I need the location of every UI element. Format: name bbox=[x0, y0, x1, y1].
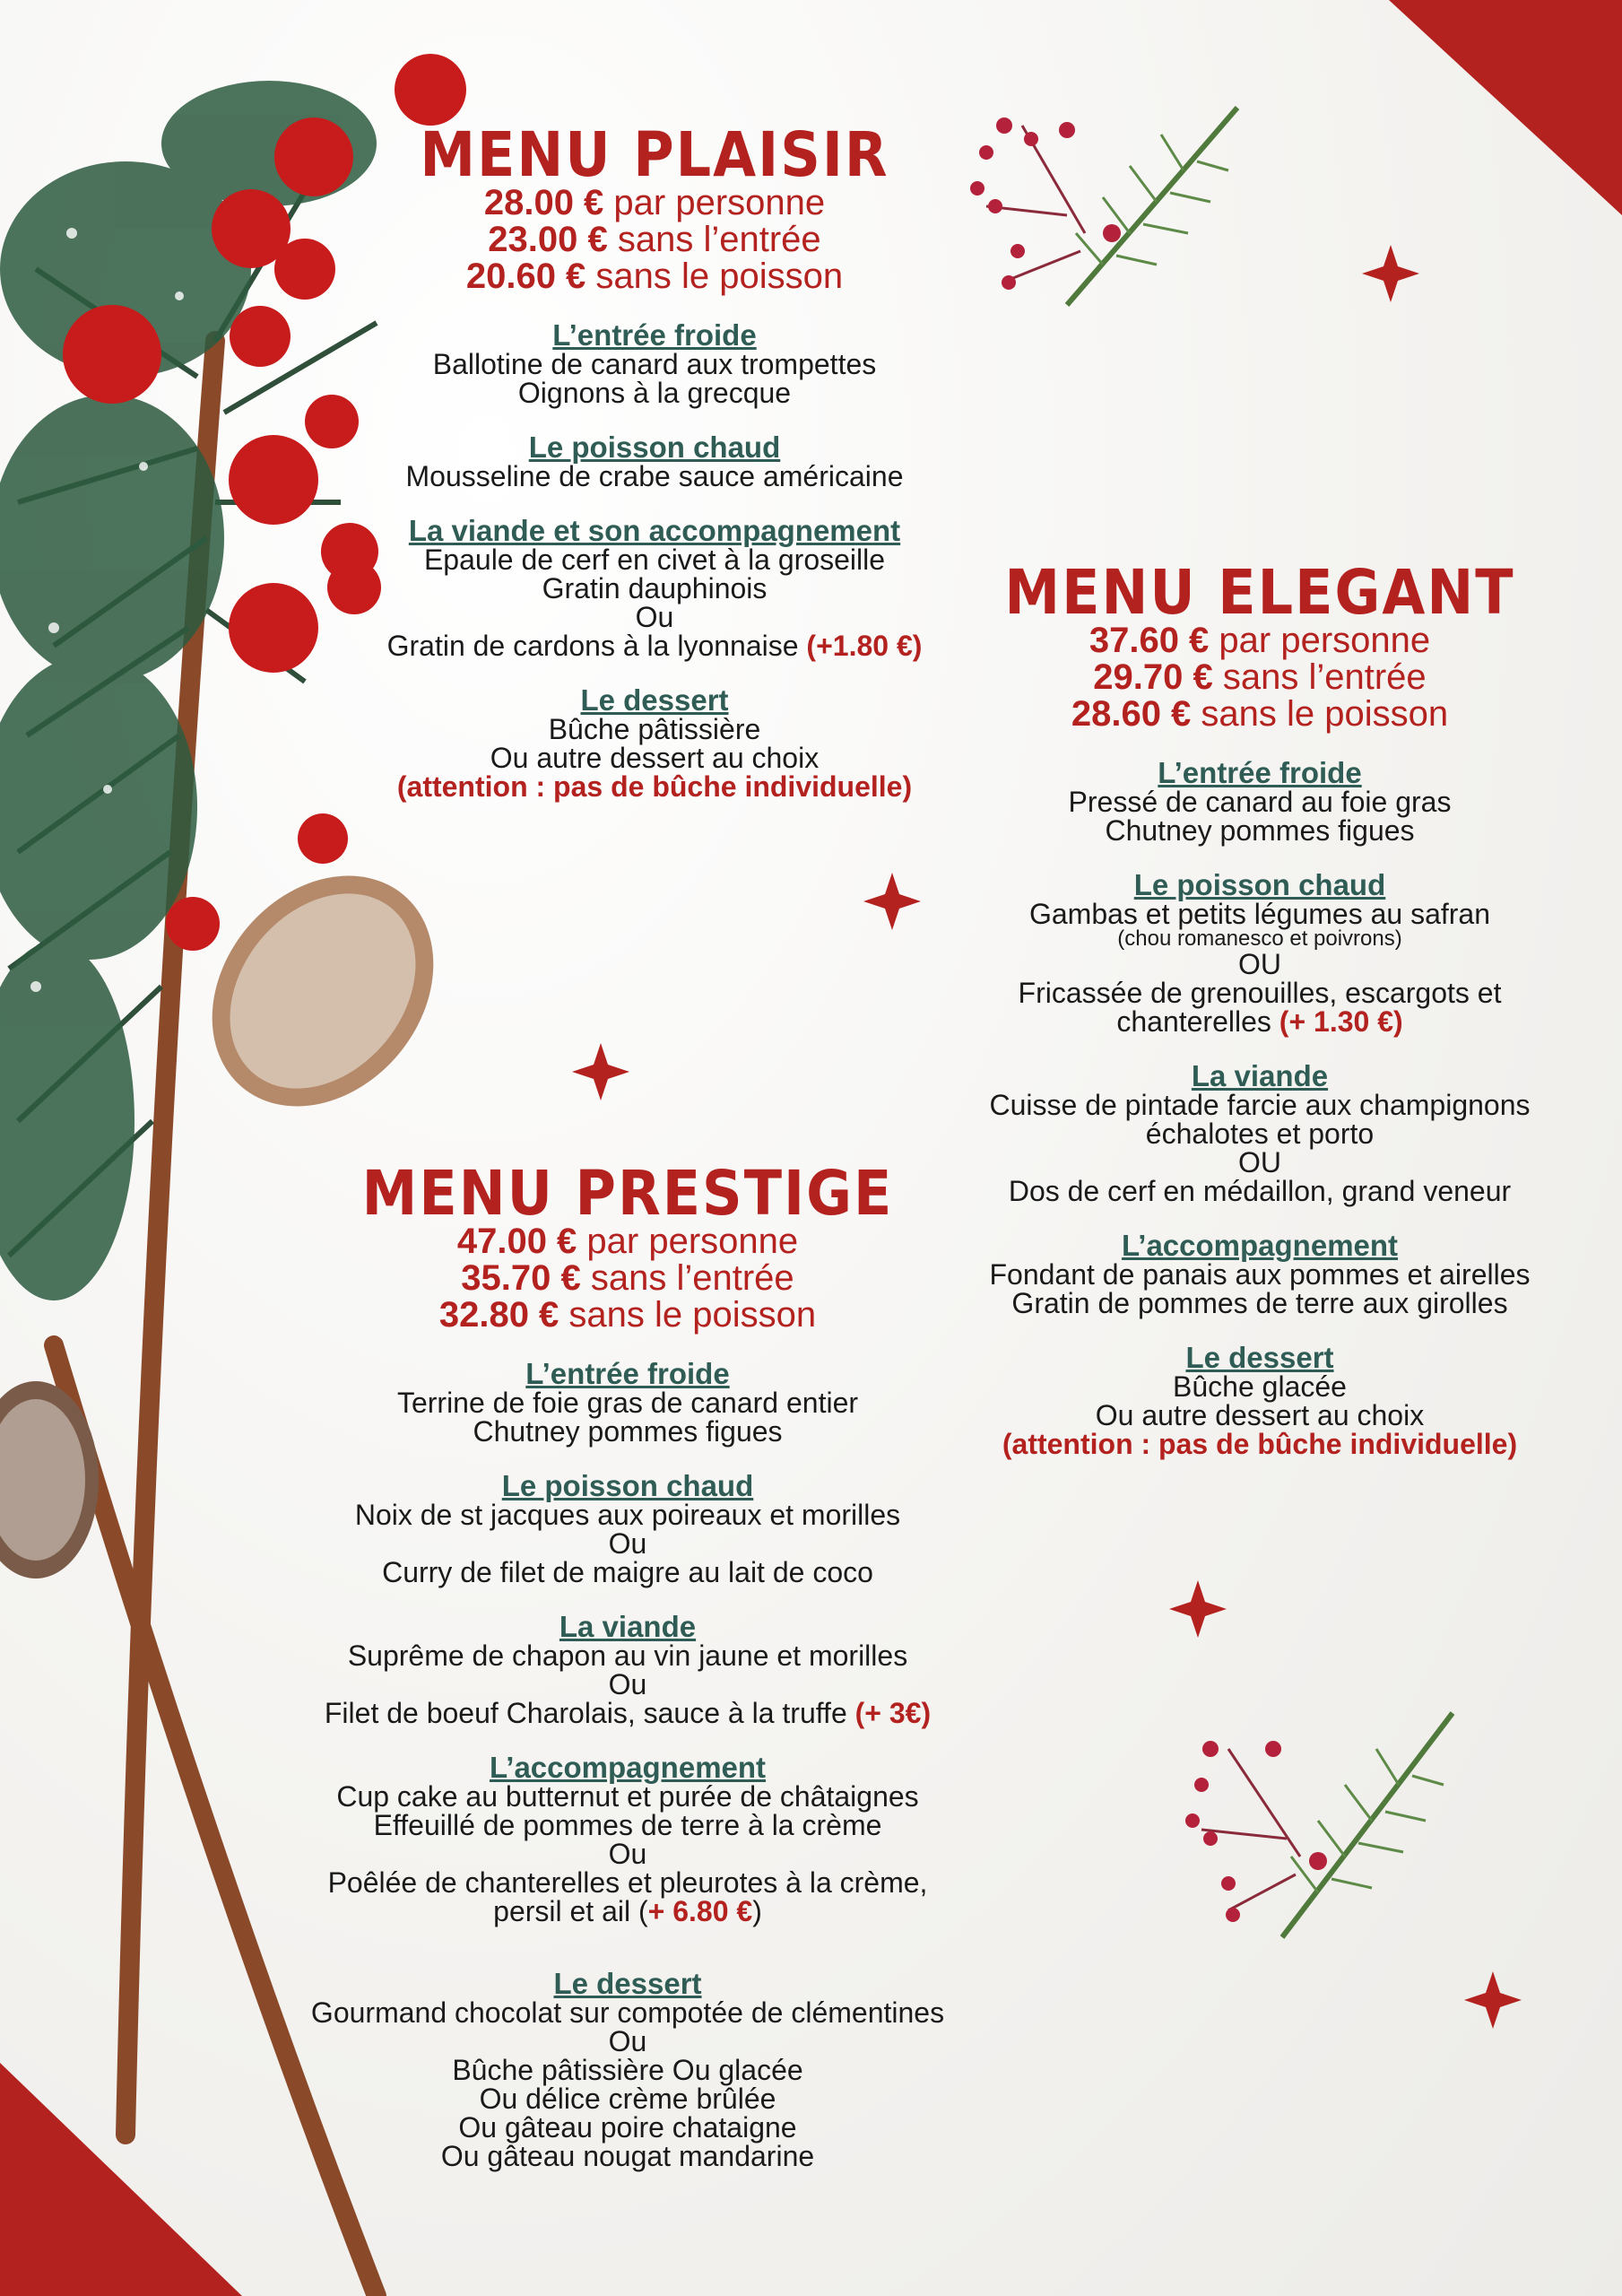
dish-line: Effeuillé de pommes de terre à la crème bbox=[373, 1809, 882, 1841]
course-list bbox=[341, 320, 968, 801]
dish-note: (chou romanesco et poivrons) bbox=[1117, 926, 1402, 951]
warning-note: (attention : pas de bûche individuelle) bbox=[396, 770, 913, 803]
supplement-price: (+ 1.30 €) bbox=[1279, 1005, 1403, 1038]
dish-line: Gratin de cardons à la lyonnaise (+1.80 €) bbox=[386, 630, 923, 662]
dish-line: Pressé de canard au foie gras bbox=[1068, 786, 1452, 818]
dish-line: Bûche pâtissière bbox=[548, 713, 761, 745]
course-section bbox=[941, 870, 1578, 1036]
dish-line: Ou gâteau poire chataigne bbox=[458, 2111, 797, 2144]
dish-line: Terrine de foie gras de canard entier bbox=[396, 1387, 859, 1419]
dish-line: Gourmand chocolat sur compotée de clémentines bbox=[310, 1996, 945, 2029]
course-title: L’entrée froide bbox=[552, 318, 757, 352]
dish-line: Noix de st jacques aux poireaux et morilles bbox=[354, 1499, 901, 1531]
dish-line: Cup cake au butternut et purée de châtaignes bbox=[336, 1780, 919, 1813]
dish-line: Curry de filet de maigre au lait de coco bbox=[382, 1556, 873, 1588]
dish-line: Suprême de chapon au vin jaune et morilles bbox=[347, 1639, 908, 1672]
supplement-price: (+1.80 €) bbox=[806, 630, 923, 662]
dish-line: Ballotine de canard aux trompettes bbox=[432, 348, 877, 380]
price-line: 37.60 € par personne bbox=[1089, 621, 1431, 660]
course-section bbox=[341, 516, 968, 660]
dish-line: Ou bbox=[608, 2025, 647, 2057]
menu-title: MENU ELEGANT bbox=[1004, 556, 1515, 629]
course-section bbox=[941, 1061, 1578, 1205]
supplement-price: + 6.80 € bbox=[647, 1895, 753, 1927]
dish-line: Filet de boeuf Charolais, sauce à la truffe (+ 3€) bbox=[324, 1697, 932, 1729]
menu-title: MENU PRESTIGE bbox=[361, 1157, 894, 1230]
course-title: La viande et son accompagnement bbox=[408, 514, 901, 547]
star-icon bbox=[1169, 1580, 1227, 1638]
course-section bbox=[260, 1612, 995, 1727]
menu-elegant bbox=[941, 556, 1578, 1483]
course-list bbox=[260, 1359, 995, 2170]
warning-note: (attention : pas de bûche individuelle) bbox=[1002, 1428, 1518, 1460]
dish-line: Gambas et petits légumes au safran bbox=[1028, 898, 1491, 930]
berry-sprig-illustration-top bbox=[968, 90, 1255, 323]
price-list bbox=[260, 1223, 995, 1334]
course-title: Le dessert bbox=[580, 683, 729, 717]
dish-line: Gratin dauphinois bbox=[542, 572, 768, 604]
course-title: Le poisson chaud bbox=[528, 430, 781, 464]
dish-line: Cuisse de pintade farcie aux champignons bbox=[989, 1089, 1531, 1121]
dish-line: Ou délice crème brûlée bbox=[479, 2083, 776, 2115]
dish-line: OU bbox=[1238, 1146, 1281, 1178]
price-line: 35.70 € sans l’entrée bbox=[461, 1258, 794, 1298]
course-section bbox=[341, 432, 968, 491]
course-title: La viande bbox=[559, 1610, 697, 1643]
dish-line: Fondant de panais aux pommes et airelles bbox=[989, 1258, 1531, 1291]
dish-line: chanterelles (+ 1.30 €) bbox=[1116, 1005, 1403, 1038]
price-list bbox=[341, 185, 968, 295]
price-list bbox=[941, 622, 1578, 733]
course-section bbox=[260, 1471, 995, 1587]
price-line: 20.60 € sans le poisson bbox=[465, 257, 844, 296]
dish-line: Chutney pommes figues bbox=[473, 1415, 783, 1448]
course-section bbox=[260, 1359, 995, 1446]
dish-line: Bûche pâtissière Ou glacée bbox=[452, 2054, 803, 2086]
price-line: 32.80 € sans le poisson bbox=[438, 1295, 817, 1335]
course-section bbox=[260, 1752, 995, 1926]
dish-line: Oignons à la grecque bbox=[517, 377, 792, 409]
dish-line: OU bbox=[1238, 948, 1281, 980]
dish-line: Ou bbox=[635, 601, 674, 633]
course-section bbox=[260, 1969, 995, 2170]
price-line: 47.00 € par personne bbox=[456, 1222, 799, 1261]
star-icon bbox=[1362, 245, 1419, 302]
course-title: La viande bbox=[1191, 1059, 1329, 1092]
menu-prestige bbox=[260, 1157, 995, 2196]
course-section bbox=[341, 685, 968, 801]
dish-line: échalotes et porto bbox=[1145, 1118, 1375, 1150]
course-title: Le dessert bbox=[1185, 1341, 1334, 1374]
course-section bbox=[941, 1231, 1578, 1318]
course-title: Le poisson chaud bbox=[501, 1469, 754, 1502]
dish-line: Ou autre dessert au choix bbox=[1095, 1399, 1425, 1431]
supplement-price: (+ 3€) bbox=[854, 1697, 932, 1729]
star-icon bbox=[863, 873, 921, 930]
price-line: 28.00 € par personne bbox=[483, 183, 826, 222]
dish-line: Chutney pommes figues bbox=[1105, 814, 1415, 847]
course-title: L’entrée froide bbox=[1158, 756, 1362, 789]
berry-sprig-illustration-bottom bbox=[1184, 1695, 1470, 1946]
dish-line: Gratin de pommes de terre aux girolles bbox=[1011, 1287, 1508, 1319]
course-title: L’entrée froide bbox=[525, 1357, 730, 1390]
dish-line: Ou bbox=[608, 1668, 647, 1700]
dish-line: Bûche glacée bbox=[1173, 1370, 1347, 1403]
price-line: 23.00 € sans l’entrée bbox=[488, 220, 821, 259]
dish-line: Ou bbox=[608, 1838, 647, 1870]
course-title: L’accompagnement bbox=[489, 1751, 767, 1784]
dish-line: Poêlée de chanterelles et pleurotes à la crème, bbox=[327, 1866, 928, 1899]
price-line: 28.60 € sans le poisson bbox=[1071, 694, 1449, 734]
dish-line: Ou gâteau nougat mandarine bbox=[440, 2140, 815, 2172]
course-section bbox=[341, 320, 968, 407]
dish-line: Ou autre dessert au choix bbox=[490, 742, 820, 774]
dish-line: Epaule de cerf en civet à la groseille bbox=[423, 544, 886, 576]
menu-title: MENU PLAISIR bbox=[420, 118, 889, 191]
dish-line: Dos de cerf en médaillon, grand veneur bbox=[1008, 1175, 1512, 1207]
menu-plaisir bbox=[341, 118, 968, 826]
corner-triangle-top-right bbox=[1389, 0, 1622, 215]
dish-line: persil et ail (+ 6.80 €) bbox=[493, 1895, 762, 1927]
dish-line: Ou bbox=[608, 1527, 647, 1560]
course-title: Le dessert bbox=[553, 1967, 702, 2000]
course-title: L’accompagnement bbox=[1121, 1229, 1399, 1262]
course-section bbox=[941, 1343, 1578, 1458]
price-line: 29.70 € sans l’entrée bbox=[1093, 657, 1427, 697]
star-icon bbox=[572, 1043, 629, 1100]
dish-line: Fricassée de grenouilles, escargots et bbox=[1018, 977, 1502, 1009]
course-list bbox=[941, 758, 1578, 1458]
dish-line: Mousseline de crabe sauce américaine bbox=[405, 460, 904, 492]
course-section bbox=[941, 758, 1578, 845]
course-title: Le poisson chaud bbox=[1133, 868, 1386, 901]
star-icon bbox=[1464, 1971, 1522, 2029]
